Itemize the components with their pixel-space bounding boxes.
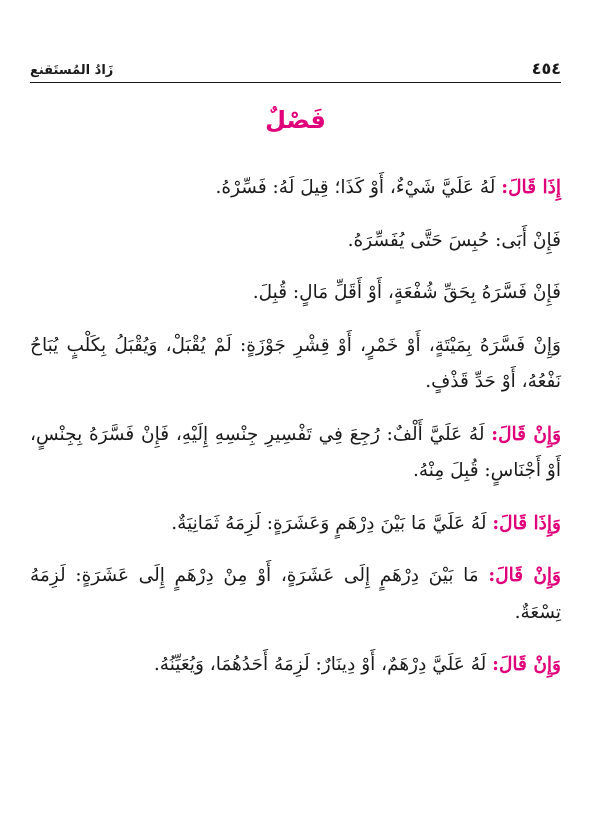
paragraph-text: لَهُ عَلَيَّ مَا بَيْنَ دِرْهَمٍ وَعَشَرَةٍ: لَزِمَهُ ثَمَانِيَةٌ. bbox=[171, 512, 493, 534]
paragraph-text: لَهُ عَلَيَّ أَلْفٌ: رُجِعَ فِي تَفْسِيرِ جِنْسِهِ إِلَيْهِ، فَإِنْ فَسَّرَهُ بِجِنْسٍ، أَوْ أَجْنَاسٍ: قُبِلَ مِنْهُ. bbox=[30, 423, 561, 481]
paragraph-1 bbox=[30, 170, 561, 207]
body-text bbox=[30, 170, 561, 700]
page-number: ٤٥٤ bbox=[531, 59, 561, 78]
header-rule bbox=[30, 82, 561, 83]
paragraph-text: فَإِنْ فَسَّرَهُ بِحَقِّ شُفْعَةٍ، أَوْ أَقَلِّ مَالٍ: قُبِلَ. bbox=[252, 282, 561, 303]
paragraph-keyword: إِذَا قَالَ: bbox=[501, 177, 561, 198]
paragraph-2 bbox=[30, 223, 561, 260]
section-title: فَصْلٌ bbox=[265, 106, 326, 134]
paragraph-8 bbox=[30, 647, 561, 684]
page-header bbox=[30, 56, 561, 78]
paragraph-keyword: وَإِذَا قَالَ: bbox=[492, 512, 561, 534]
paragraph-7 bbox=[30, 558, 561, 631]
paragraph-3 bbox=[30, 275, 561, 312]
paragraph-text: لَهُ عَلَيَّ دِرْهَمٌ، أَوْ دِينَارٌ: لَزِمَهُ أَحَدُهُمَا، وَيُعَيِّنُهُ. bbox=[153, 654, 493, 675]
paragraph-keyword: وَإِنْ قَالَ: bbox=[491, 423, 562, 445]
paragraph-keyword: وَإِنْ قَالَ: bbox=[488, 565, 561, 586]
running-title: زَادُ المُستَقنع bbox=[30, 63, 114, 78]
paragraph-text: لَهُ عَلَيَّ شَيْءٌ، أَوْ كَذَا؛ قِيلَ لَهُ: فَسِّرْهُ. bbox=[215, 177, 502, 198]
paragraph-4 bbox=[30, 328, 561, 401]
paragraph-text: فَإِنْ أَبَى: حُبِسَ حَتَّى يُفَسِّرَهُ. bbox=[347, 229, 561, 251]
paragraph-text: وَإِنْ فَسَّرَهُ بِمَيْتَةٍ، أَوْ خَمْرٍ، أَوْ قِشْرِ جَوْزَةٍ: لَمْ يُقْبَلْ، وَيُقْبَلُ بِكَلْبٍ يُبَاحُ نَفْعُهُ، أَوْ حَدِّ قَذْفٍ. bbox=[30, 334, 561, 392]
paragraph-5 bbox=[30, 417, 561, 490]
paragraph-text: مَا بَيْنَ دِرْهَمٍ إِلَى عَشَرَةٍ، أَوْ مِنْ دِرْهَمٍ إِلَى عَشَرَةٍ: لَزِمَهُ تِسْعَةٌ. bbox=[30, 565, 561, 623]
paragraph-keyword: وَإِنْ قَالَ: bbox=[492, 654, 561, 675]
paragraph-6 bbox=[30, 506, 561, 543]
